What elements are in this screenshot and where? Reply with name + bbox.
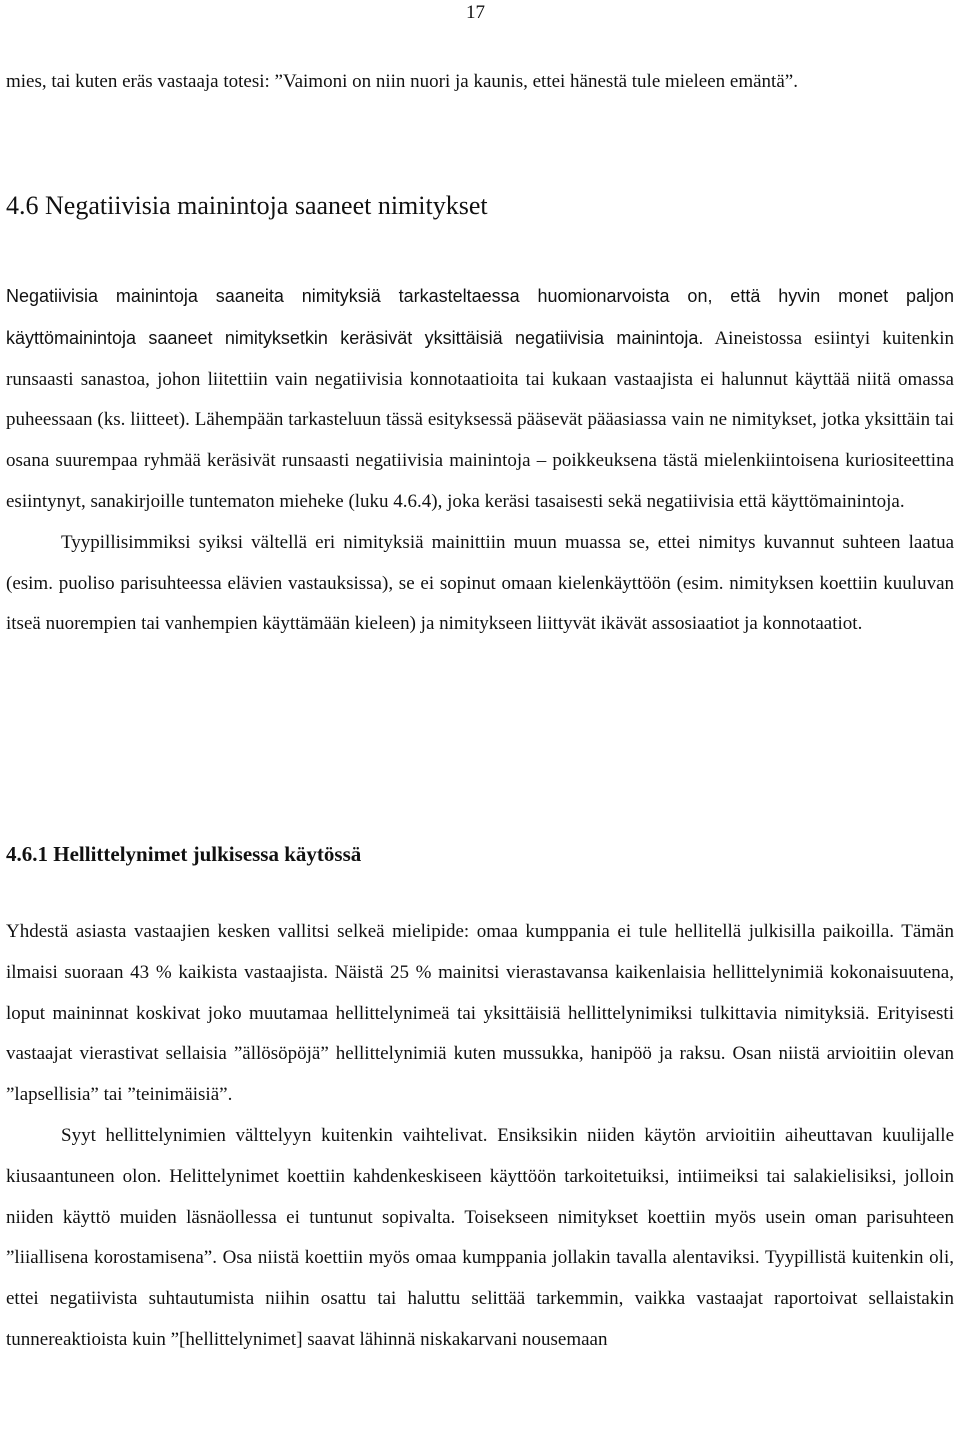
page-number: 17 [466, 2, 485, 23]
body-text-top [6, 62, 954, 103]
paragraph-4-6-first-sans-part: Negatiivisia mainintoja saaneita nimityksiä tarkasteltaessa huomionarvoista on, että hyvin monet paljon käyttömainintoja saaneet nimityksetkin keräsivät yksittäisiä negatiivisia mainintoja. [6, 286, 954, 348]
paragraph-4-6-first [6, 276, 954, 523]
body-text-section-4-6 [6, 276, 954, 645]
section-heading-4-6-1: 4.6.1 Hellittelynimet julkisessa käytössä [6, 842, 362, 866]
paragraph-4-6-first-serif-part: Aineistossa esiintyi kuitenkin runsaasti sanastoa, johon liitettiin vain negatiivisia konnotaatioita tai kukaan vastaajista ei halunnut käyttää niitä omassa puheessaan (ks. liitteet). Lähempään tarkasteluun tässä esityksessä pääsevät pääasiassa vain ne nimitykset, jotka yksittäin tai osana suurempaa ryhmää keräsivät runsaasti negatiivisia mainintoja – poikkeuksena tästä mielenkiintoisena kuriositeettina esiintynyt, sanakirjoille tuntematon mieheke (luku 4.6.4), joka keräsi tasaisesti sekä negatiivisia että käyttömainintoja. [6, 327, 954, 512]
paragraph-4-6-second: Tyypillisimmiksi syiksi vältellä eri nimityksiä mainittiin muun muassa se, ettei nimitys kuvannut suhteen laatua (esim. puoliso parisuhteessa elävien vastauksissa), se ei sopinut omaan kielenkäyttöön (esim. nimityksen koettiin kuuluvan itseä nuorempien tai vanhempien käyttämään kieleen) ja nimitykseen liittyvät ikävät assosiaatiot ja konnotaatiot. [6, 531, 954, 635]
paragraph-4-6-1-first: Yhdestä asiasta vastaajien kesken vallitsi selkeä mielipide: omaa kumppania ei tule hellitellä julkisilla paikoilla. Tämän ilmaisi suoraan 43 % kaikista vastaajista. Näistä 25 % mainitsi vierastavansa kaikenlaisia hellittelynimiä kokonaisuutena, loput maininnat koskivat joko muutamaa hellittelynimeä tai yksittäisiä hellittelynimiksi tulkittavia nimityksiä. Erityisesti vastaajat vierastivat sellaisia ”ällösöpöjä” hellittelynimiä kuten mussukka, hanipöö ja raksu. Osan niistä arvioitiin olevan ”lapsellisia” tai ”teinimäisiä”. [6, 921, 954, 1106]
section-heading-4-6: 4.6 Negatiivisia mainintoja saaneet nimitykset [6, 191, 488, 220]
body-text-section-4-6-1 [6, 912, 954, 1361]
paragraph-continuation: mies, tai kuten eräs vastaaja totesi: ”Vaimoni on niin nuori ja kaunis, ettei hänestä tule mieleen emäntä”. [6, 71, 798, 92]
paragraph-4-6-1-second: Syyt hellittelynimien välttelyyn kuitenkin vaihtelivat. Ensiksikin niiden käytön arvioitiin aiheuttavan kuulijalle kiusaantuneen olon. Helittelynimet koettiin kahdenkeskiseen käyttöön tarkoitetuiksi, intiimeiksi tai salakielisiksi, jolloin niiden käyttö muiden läsnäollessa ei tuntunut sopivalta. Toisekseen nimitykset koettiin myös usein oman parisuhteen ”liiallisena korostamisena”. Osa niistä koettiin myös omaa kumppania jollakin tavalla alentaviksi. Tyypillistä kuitenkin oli, ettei negatiivista suhtautumista niihin osattu tai haluttu selittää tarkemmin, vaikka vastaajat raportoivat sellaistakin tunnereaktioista kuin ”[hellittelynimet] saavat lähinnä niskakarvani nousemaan [6, 1124, 954, 1350]
